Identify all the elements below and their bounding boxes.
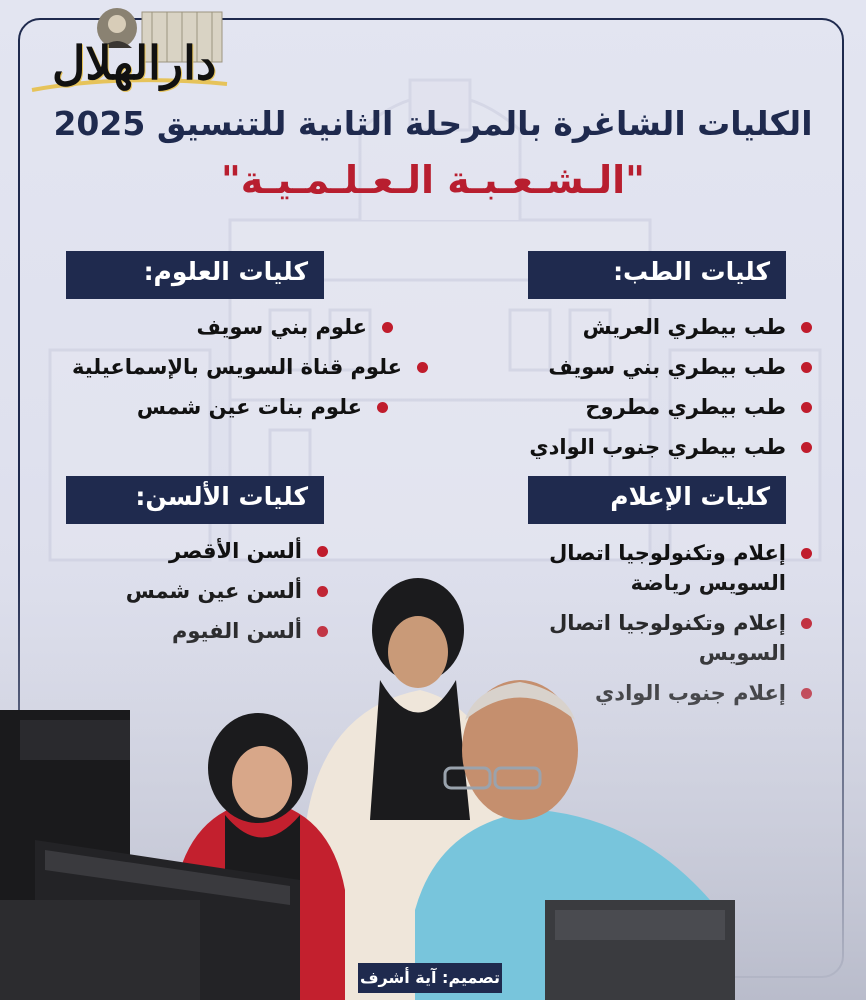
list-item: طب بيطري العريش: [494, 312, 814, 342]
list-item: علوم قناة السويس بالإسماعيلية: [20, 352, 430, 382]
science-list: [20, 312, 402, 422]
list-item: طب بيطري بني سويف: [494, 352, 814, 382]
publisher-logo: [22, 4, 232, 96]
list-item: علوم بني سويف: [20, 312, 395, 342]
medicine-list: [494, 312, 814, 462]
designer-credit: تصميم: آية أشرف: [358, 963, 502, 993]
logo-wordmark: دارالهلال: [52, 36, 217, 90]
list-item: طب بيطري جنوب الوادي: [494, 432, 814, 462]
media-heading: كليات الإعلام: [528, 476, 786, 524]
medicine-heading: كليات الطب:: [528, 251, 786, 299]
list-item: إعلام وتكنولوجيا اتصال: [544, 538, 814, 598]
staff-at-computers-photo: [0, 570, 866, 1000]
list-item: علوم بنات عين شمس: [20, 392, 390, 422]
page-title: الكليات الشاغرة بالمرحلة الثانية للتنسيق 2025: [53, 104, 813, 143]
list-item: ألسن الأقصر: [30, 536, 330, 566]
science-heading: كليات العلوم:: [66, 251, 324, 299]
page-subtitle: "الـشـعـبـة الـعـلـمـيـة": [221, 158, 645, 202]
list-item: طب بيطري مطروح: [494, 392, 814, 422]
languages-heading: كليات الألسن:: [66, 476, 324, 524]
